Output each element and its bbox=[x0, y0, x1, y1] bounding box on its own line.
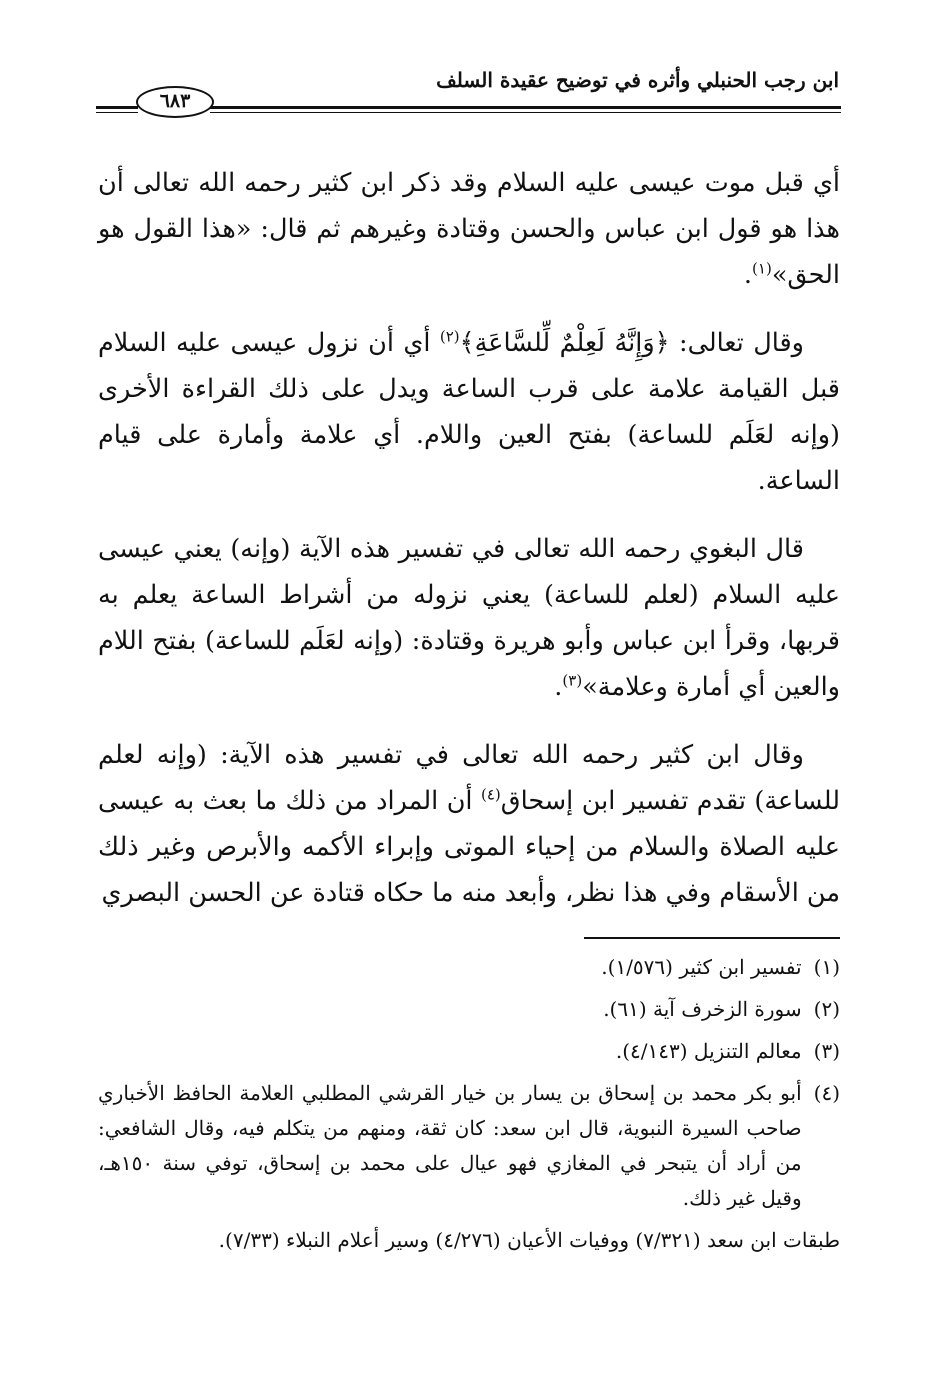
footnote-2 bbox=[98, 992, 840, 1027]
paragraph-text: وقال ابن كثير رحمه الله تعالى في تفسير هذه الآية: (وإنه لعلم للساعة) تقدم تفسير ابن إسحاق bbox=[98, 740, 841, 816]
header-rule-thick bbox=[210, 106, 841, 109]
paragraph-text: أن المراد من ذلك ما بعث به عيسى عليه الصلاة والسلام من إحياء الموتى وإبراء الأكمه والأبرص وغير ذلك من الأسقام وفي هذا نظر، وأبعد منه ما حكاه قتادة عن الحسن البصري bbox=[98, 786, 840, 908]
footnote-4 bbox=[98, 1076, 840, 1216]
footnote-ref: (١) bbox=[752, 259, 772, 278]
header-rule-left-thick bbox=[96, 106, 138, 109]
footnote-text: معالم التنزيل (٤/١٤٣). bbox=[615, 1039, 802, 1063]
footnote-ref: (٤) bbox=[481, 785, 501, 804]
paragraph-2 bbox=[98, 320, 840, 504]
footnote-continuation: طبقات ابن سعد (٧/٣٢١) ووفيات الأعيان (٤/٢٧٦) وسير أعلام النبلاء (٧/٣٣). bbox=[218, 1228, 840, 1252]
footnote-separator bbox=[584, 937, 840, 939]
footnote-ref: (٢) bbox=[439, 327, 460, 346]
paragraph-1 bbox=[98, 160, 840, 298]
paragraph-end: . bbox=[554, 672, 563, 702]
paragraph-text: أي أن نزول عيسى عليه السلام قبل القيامة علامة على قرب الساعة ويدل على ذلك القراءة الأخرى (وإنه لعَلَم للساعة) بفتح العين واللام. أي علامة وأمارة على قيام الساعة. bbox=[98, 328, 840, 496]
footnote-number: (٤) bbox=[813, 1081, 840, 1105]
footnote-ref: (٣) bbox=[562, 671, 583, 690]
footnote-3 bbox=[98, 1034, 840, 1069]
footnote-number: (١) bbox=[813, 955, 840, 979]
header-rule-thin bbox=[210, 112, 841, 113]
footnotes bbox=[98, 950, 840, 1258]
footnote-text: أبو بكر محمد بن إسحاق بن يسار بن خيار القرشي المطلبي العلامة الحافظ الأخباري صاحب السيرة النبوية، قال ابن سعد: كان ثقة، ومنهم من يتكلم فيه، وقال الشافعي: من أراد أن يتبحر في المغازي فهو عيال على محمد بن إسحاق، توفي سنة ١٥٠هـ، وقيل غير ذلك. bbox=[98, 1081, 802, 1210]
paragraph-4 bbox=[98, 732, 840, 916]
footnote-number: (٣) bbox=[813, 1039, 840, 1063]
running-title: ابن رجب الحنبلي وأثره في توضيح عقيدة السلف bbox=[436, 68, 839, 92]
main-text bbox=[98, 160, 840, 938]
paragraph-lead: وقال تعالى: bbox=[669, 328, 804, 358]
footnote-number: (٢) bbox=[813, 997, 840, 1021]
header-rule-left-thin bbox=[96, 112, 138, 113]
footnote-text: سورة الزخرف آية (٦١). bbox=[603, 997, 802, 1021]
paragraph-3 bbox=[98, 526, 840, 710]
quran-verse: ﴿وَإِنَّهُ لَعِلْمٌ لِّلسَّاعَةِ﴾ bbox=[459, 328, 670, 358]
paragraph-end: . bbox=[743, 260, 753, 290]
paragraph-text: قال البغوي رحمه الله تعالى في تفسير هذه الآية (وإنه) يعني عيسى عليه السلام (لعلم للساعة) يعني نزوله من أشراط الساعة يعلم به قربها، وقرأ ابن عباس وأبو هريرة وقتادة: (وإنه لعَلَم للساعة) بفتح اللام والعين أي أمارة وعلامة» bbox=[98, 534, 840, 702]
footnote-text: تفسير ابن كثير (١/٥٧٦). bbox=[601, 955, 802, 979]
footnote-1 bbox=[98, 950, 840, 985]
paragraph-text: أي قبل موت عيسى عليه السلام وقد ذكر ابن كثير رحمه الله تعالى أن هذا هو قول ابن عباس والحسن وقتادة وغيرهم ثم قال: «هذا القول هو الحق» bbox=[98, 168, 840, 290]
page-number: ٦٨٣ bbox=[136, 86, 214, 118]
